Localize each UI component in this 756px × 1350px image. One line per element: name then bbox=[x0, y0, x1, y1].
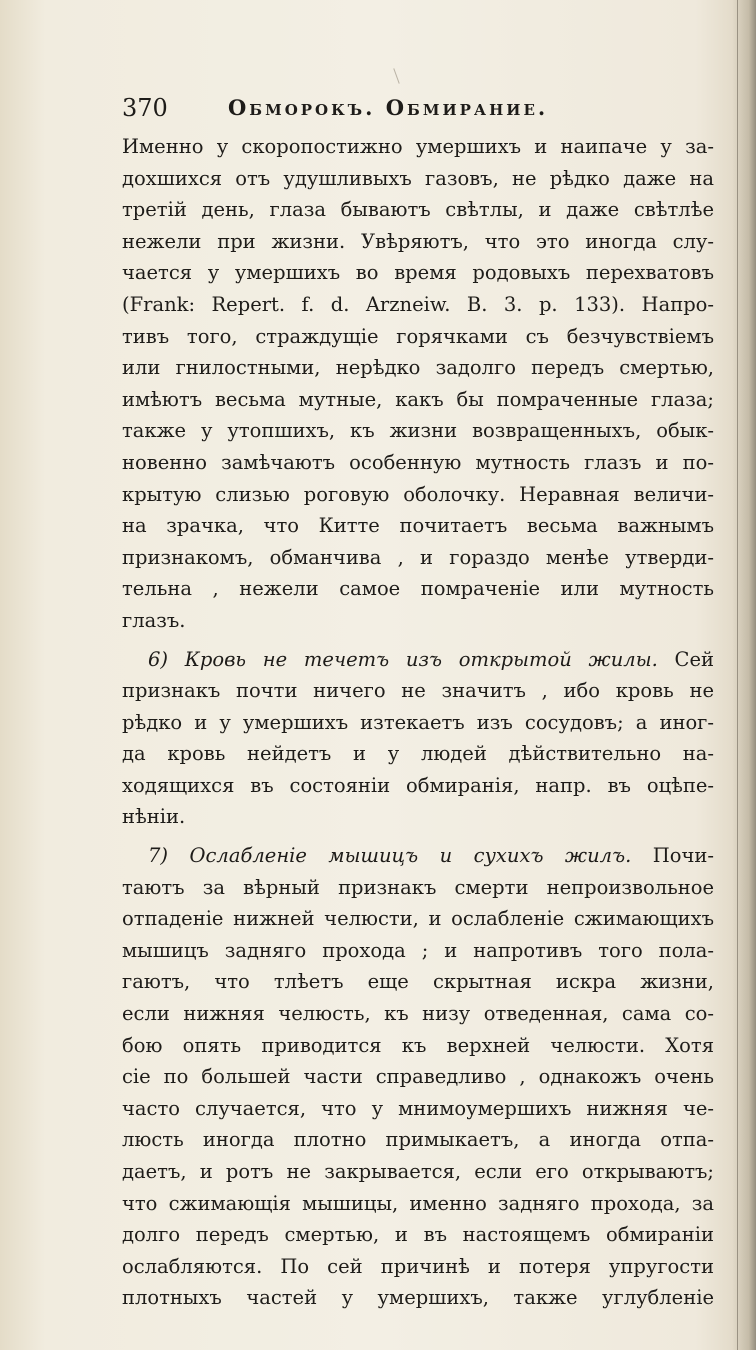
text-line: или гнилостными, нерѣдко задолго передъ смертью, bbox=[122, 356, 714, 380]
text-line: рѣдко и у умершихъ изтекаетъ изъ сосудовъ; а иног- bbox=[122, 710, 714, 734]
text-line: люсть иногда плотно примыкаетъ, а иногда отпа- bbox=[122, 1128, 714, 1152]
text-line: тельна , нежели самое помраченіе или мутность bbox=[122, 577, 714, 601]
text-body bbox=[122, 131, 714, 1314]
text-line: отпаденіе нижней челюсти, и ослабленіе сжимающихъ bbox=[122, 907, 714, 931]
text-line: плотныхъ частей у умершихъ, также углубленіе bbox=[122, 1286, 714, 1310]
section-7-heading: 7) Ослабленіе мышицъ и сухихъ жилъ. bbox=[148, 844, 632, 868]
text-line: гаютъ, что тлѣетъ еще скрытная искра жизни, bbox=[122, 970, 714, 994]
text-line: глазъ. bbox=[122, 608, 186, 632]
text-line: крытую слизью роговую оболочку. Неравная величи- bbox=[122, 482, 714, 506]
text-line: ослабляются. По сей причинѣ и потеря упругости bbox=[122, 1254, 714, 1278]
text-line: мышицъ задняго прохода ; и напротивъ того пола- bbox=[122, 938, 714, 962]
text-line: ходящихся въ состояніи обмиранія, напр. въ оцѣпе- bbox=[122, 773, 714, 797]
page-header bbox=[122, 92, 712, 124]
text-line: бою опять приводится къ верхней челюсти. Хотя bbox=[122, 1033, 714, 1057]
text-line: третій день, глаза бываютъ свѣтлы, и даже свѣтлѣе bbox=[122, 198, 714, 222]
text-line: дохшихся отъ удушливыхъ газовъ, не рѣдко даже на bbox=[122, 166, 714, 190]
page-number: 370 bbox=[122, 94, 168, 122]
section-6-first-rest: Сей bbox=[674, 647, 714, 671]
text-line: новенно замѣчаютъ особенную мутность глазъ и по- bbox=[122, 450, 714, 474]
text-line: часто случается, что у мнимоумершихъ нижняя че- bbox=[122, 1096, 714, 1120]
page-edge-line bbox=[737, 0, 738, 1350]
text-line: тивъ того, страждущіе горячками съ безчувствіемъ bbox=[122, 324, 714, 348]
section-7-first-rest: Почи- bbox=[652, 844, 714, 868]
running-head: Обморокъ. Обмирание. bbox=[228, 95, 549, 120]
section-6-first-line bbox=[122, 644, 714, 676]
text-line: чается у умершихъ во время родовыхъ перехватовъ bbox=[122, 261, 714, 285]
text-line: долго передъ смертью, и въ настоящемъ обмираніи bbox=[122, 1223, 714, 1247]
text-line: нѣніи. bbox=[122, 805, 186, 829]
print-mark bbox=[393, 68, 399, 83]
text-line: сіе по большей части справедливо , однакожъ очень bbox=[122, 1065, 714, 1089]
section-7-first-line bbox=[122, 840, 714, 872]
text-line: да кровь нейдетъ и у людей дѣйствительно на- bbox=[122, 742, 714, 766]
page-edge-shadow bbox=[732, 0, 756, 1350]
text-line: даетъ, и ротъ не закрывается, если его открываютъ; bbox=[122, 1160, 714, 1183]
section-6-heading: 6) Кровь не течетъ изъ открытой жилы. bbox=[148, 647, 658, 671]
text-line: также у утопшихъ, къ жизни возвращенныхъ, обык- bbox=[122, 419, 714, 443]
text-line: нежели при жизни. Увѣряютъ, что это иногда слу- bbox=[122, 229, 714, 253]
text-line: Именно у скоропостижно умершихъ и наипаче у за- bbox=[122, 135, 714, 158]
text-line: признакъ почти ничего не значитъ , ибо кровь не bbox=[122, 679, 714, 703]
text-line: (Frank: Repert. f. d. Arzneiw. B. 3. p. 133). Напро- bbox=[122, 292, 714, 316]
text-line: на зрачка, что Китте почитаетъ весьма важнымъ bbox=[122, 514, 714, 538]
text-line: что сжимающія мышицы, именно задняго прохода, за bbox=[122, 1191, 714, 1215]
text-line: имѣютъ весьма мутные, какъ бы помраченные глаза; bbox=[122, 387, 714, 411]
text-line: если нижняя челюсть, къ низу отведенная, сама со- bbox=[122, 1002, 714, 1026]
text-line: таютъ за вѣрный признакъ смерти непроизвольное bbox=[122, 875, 714, 899]
text-line: признакомъ, обманчива , и гораздо менѣе утверди- bbox=[122, 545, 714, 569]
